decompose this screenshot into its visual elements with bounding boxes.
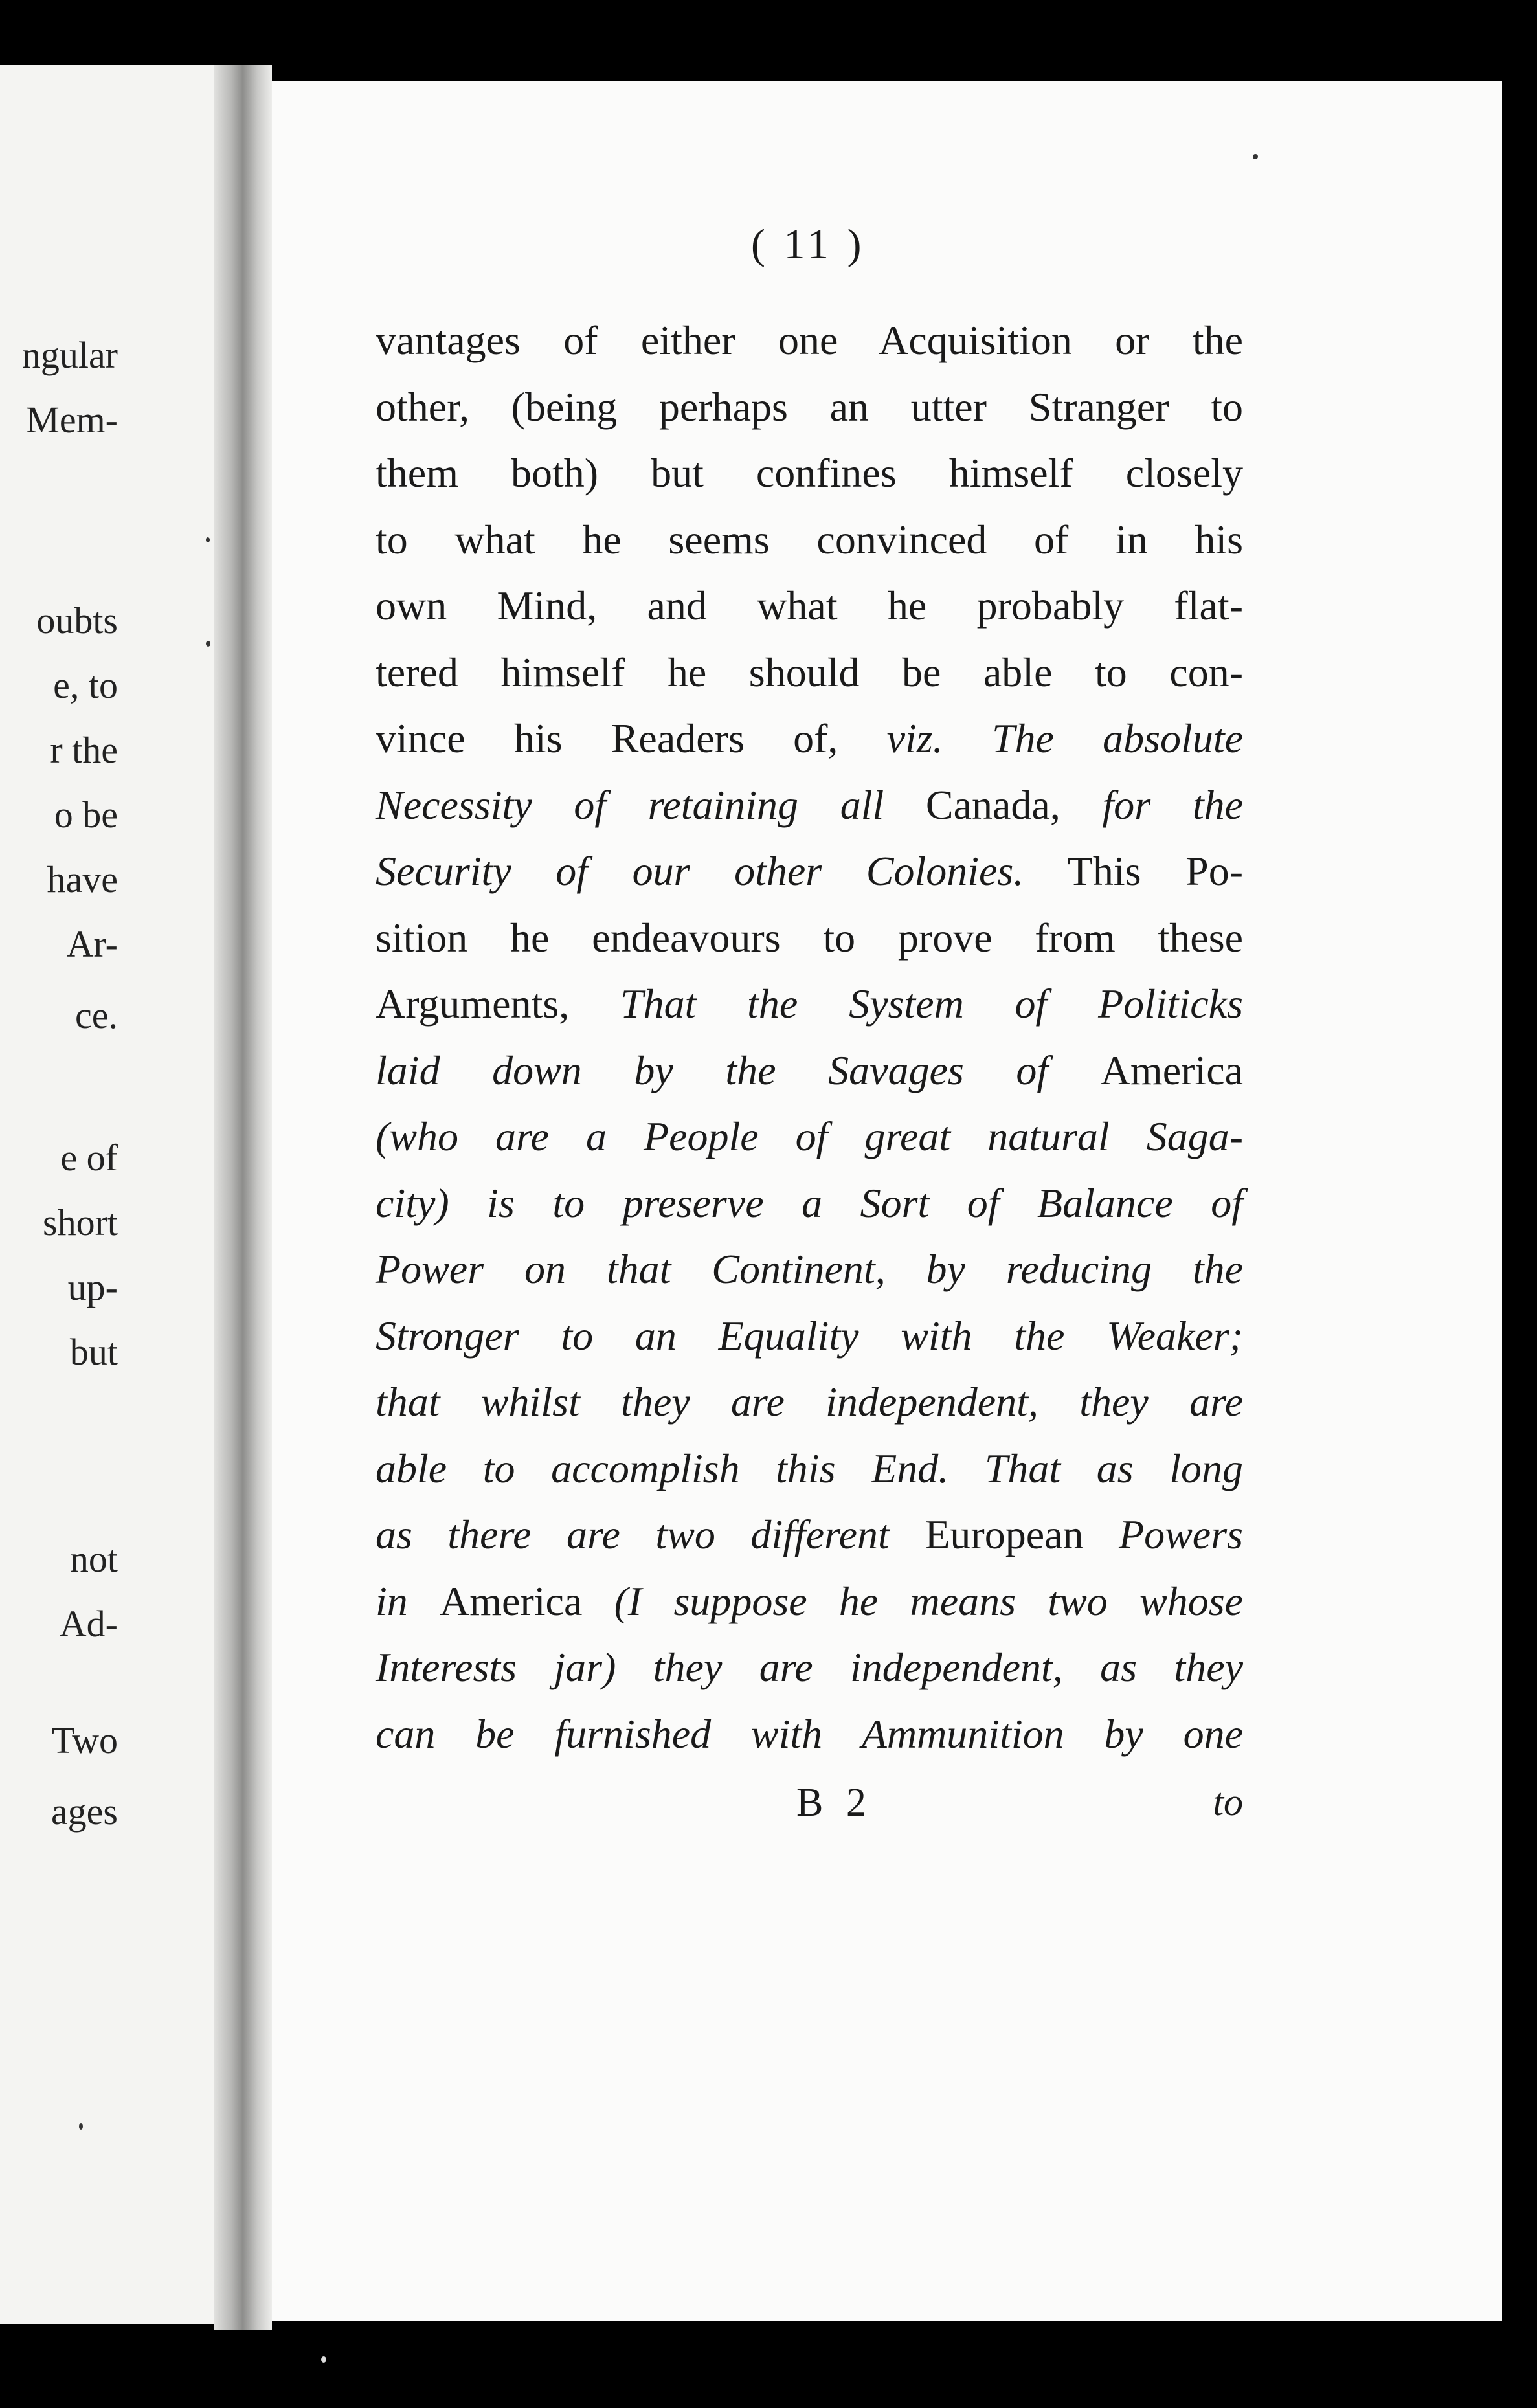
- roman-run: sition he endeavours to prove from these: [376, 914, 1243, 961]
- italic-run: city) is to preserve a Sort of Balance of: [376, 1179, 1243, 1226]
- text-line: [376, 706, 1243, 772]
- previous-page-fragment: r the: [50, 729, 118, 771]
- italic-run: Necessity of retaining all: [376, 781, 926, 828]
- previous-page-fragment: Mem-: [26, 399, 118, 441]
- previous-page-fragment: short: [43, 1201, 118, 1243]
- italic-run: that whilst they are independent, they are: [376, 1379, 1243, 1425]
- italic-run: Power on that Continent, by reducing the: [376, 1246, 1243, 1292]
- roman-run: vantages of either one Acquisition or the: [376, 317, 1243, 363]
- book-gutter: [214, 65, 272, 2330]
- previous-page-fragment: oubts: [36, 599, 118, 641]
- previous-page-fragment: up-: [67, 1266, 118, 1308]
- previous-page-fragment: Ad-: [59, 1603, 118, 1645]
- page-number: ( 11 ): [751, 221, 866, 268]
- roman-run: tered himself he should be able to con-: [376, 649, 1243, 695]
- text-line: [376, 772, 1243, 839]
- previous-page-fragment: Two: [51, 1719, 118, 1761]
- text-line: [376, 1369, 1243, 1436]
- text-line: [376, 1502, 1243, 1568]
- roman-run: This Po-: [1024, 848, 1244, 894]
- text-line: [376, 1303, 1243, 1370]
- roman-run: to what he seems convinced of in his: [376, 516, 1243, 563]
- italic-run: laid down by the Savages of: [376, 1047, 1101, 1093]
- previous-page-fragment: not: [69, 1538, 118, 1580]
- text-line: [376, 1170, 1243, 1237]
- text-line: [376, 905, 1243, 972]
- text-line: [376, 440, 1243, 507]
- roman-run: Arguments,: [376, 981, 620, 1027]
- roman-run: America: [1100, 1047, 1243, 1093]
- italic-run: for the: [1102, 781, 1244, 828]
- page-speck: [79, 2123, 83, 2130]
- page-speck: [1253, 154, 1258, 159]
- roman-run: America: [440, 1577, 614, 1624]
- previous-page-fragment: but: [69, 1331, 118, 1373]
- previous-page-fragment: e, to: [53, 664, 118, 706]
- previous-page-fragment: ngular: [21, 334, 118, 376]
- italic-run: Interests jar) they are independent, as they: [376, 1644, 1243, 1690]
- page-speck: [321, 2356, 326, 2363]
- roman-run: vince his Readers of,: [376, 715, 887, 761]
- text-line: [376, 1104, 1243, 1170]
- page-speck: [206, 537, 210, 542]
- italic-run: able to accomplish this End. That as long: [376, 1445, 1243, 1491]
- roman-run: them both) but confines himself closely: [376, 450, 1243, 496]
- text-line: [376, 1634, 1243, 1701]
- text-line: [376, 971, 1243, 1038]
- catchword: to: [1213, 1781, 1243, 1823]
- body-text: [376, 307, 1243, 1767]
- previous-page-fragment: have: [47, 858, 118, 900]
- italic-run: Stronger to an Equality with the Weaker;: [376, 1312, 1243, 1359]
- italic-run: (who are a People of great natural Saga-: [376, 1113, 1243, 1159]
- italic-run: Security of our other Colonies.: [376, 848, 1024, 894]
- text-line: [376, 640, 1243, 706]
- previous-page-fragment: e of: [60, 1137, 118, 1179]
- text-line: [376, 838, 1243, 905]
- italic-run: That the System of Politicks: [620, 981, 1243, 1027]
- italic-run: viz. The absolute: [886, 715, 1243, 761]
- text-line: [376, 307, 1243, 374]
- text-line: [376, 1568, 1243, 1635]
- signature-mark: B 2: [796, 1781, 873, 1825]
- page-footer: [376, 1780, 1243, 1845]
- text-line: [376, 507, 1243, 574]
- italic-run: can be furnished with Ammunition by one: [376, 1710, 1243, 1757]
- text-line: [376, 1038, 1243, 1104]
- roman-run: Canada,: [925, 781, 1103, 828]
- roman-run: other, (being perhaps an utter Stranger to: [376, 383, 1243, 430]
- previous-page-fragment: Ar-: [66, 923, 118, 965]
- previous-page-fragment: ages: [50, 1790, 118, 1833]
- roman-run: own Mind, and what he probably flat-: [376, 583, 1243, 629]
- italic-run: in: [376, 1577, 440, 1624]
- italic-run: as there are two different: [376, 1511, 925, 1557]
- text-line: [376, 573, 1243, 640]
- text-line: [376, 1701, 1243, 1768]
- text-line: [376, 374, 1243, 441]
- text-line: [376, 1236, 1243, 1303]
- previous-page-fragment: o be: [54, 794, 118, 836]
- text-line: [376, 1436, 1243, 1502]
- roman-run: European: [925, 1511, 1119, 1557]
- italic-run: (I suppose he means two whose: [614, 1577, 1244, 1624]
- previous-page-fragment: ce.: [75, 994, 118, 1036]
- page-speck: [206, 641, 210, 647]
- italic-run: Powers: [1119, 1511, 1244, 1557]
